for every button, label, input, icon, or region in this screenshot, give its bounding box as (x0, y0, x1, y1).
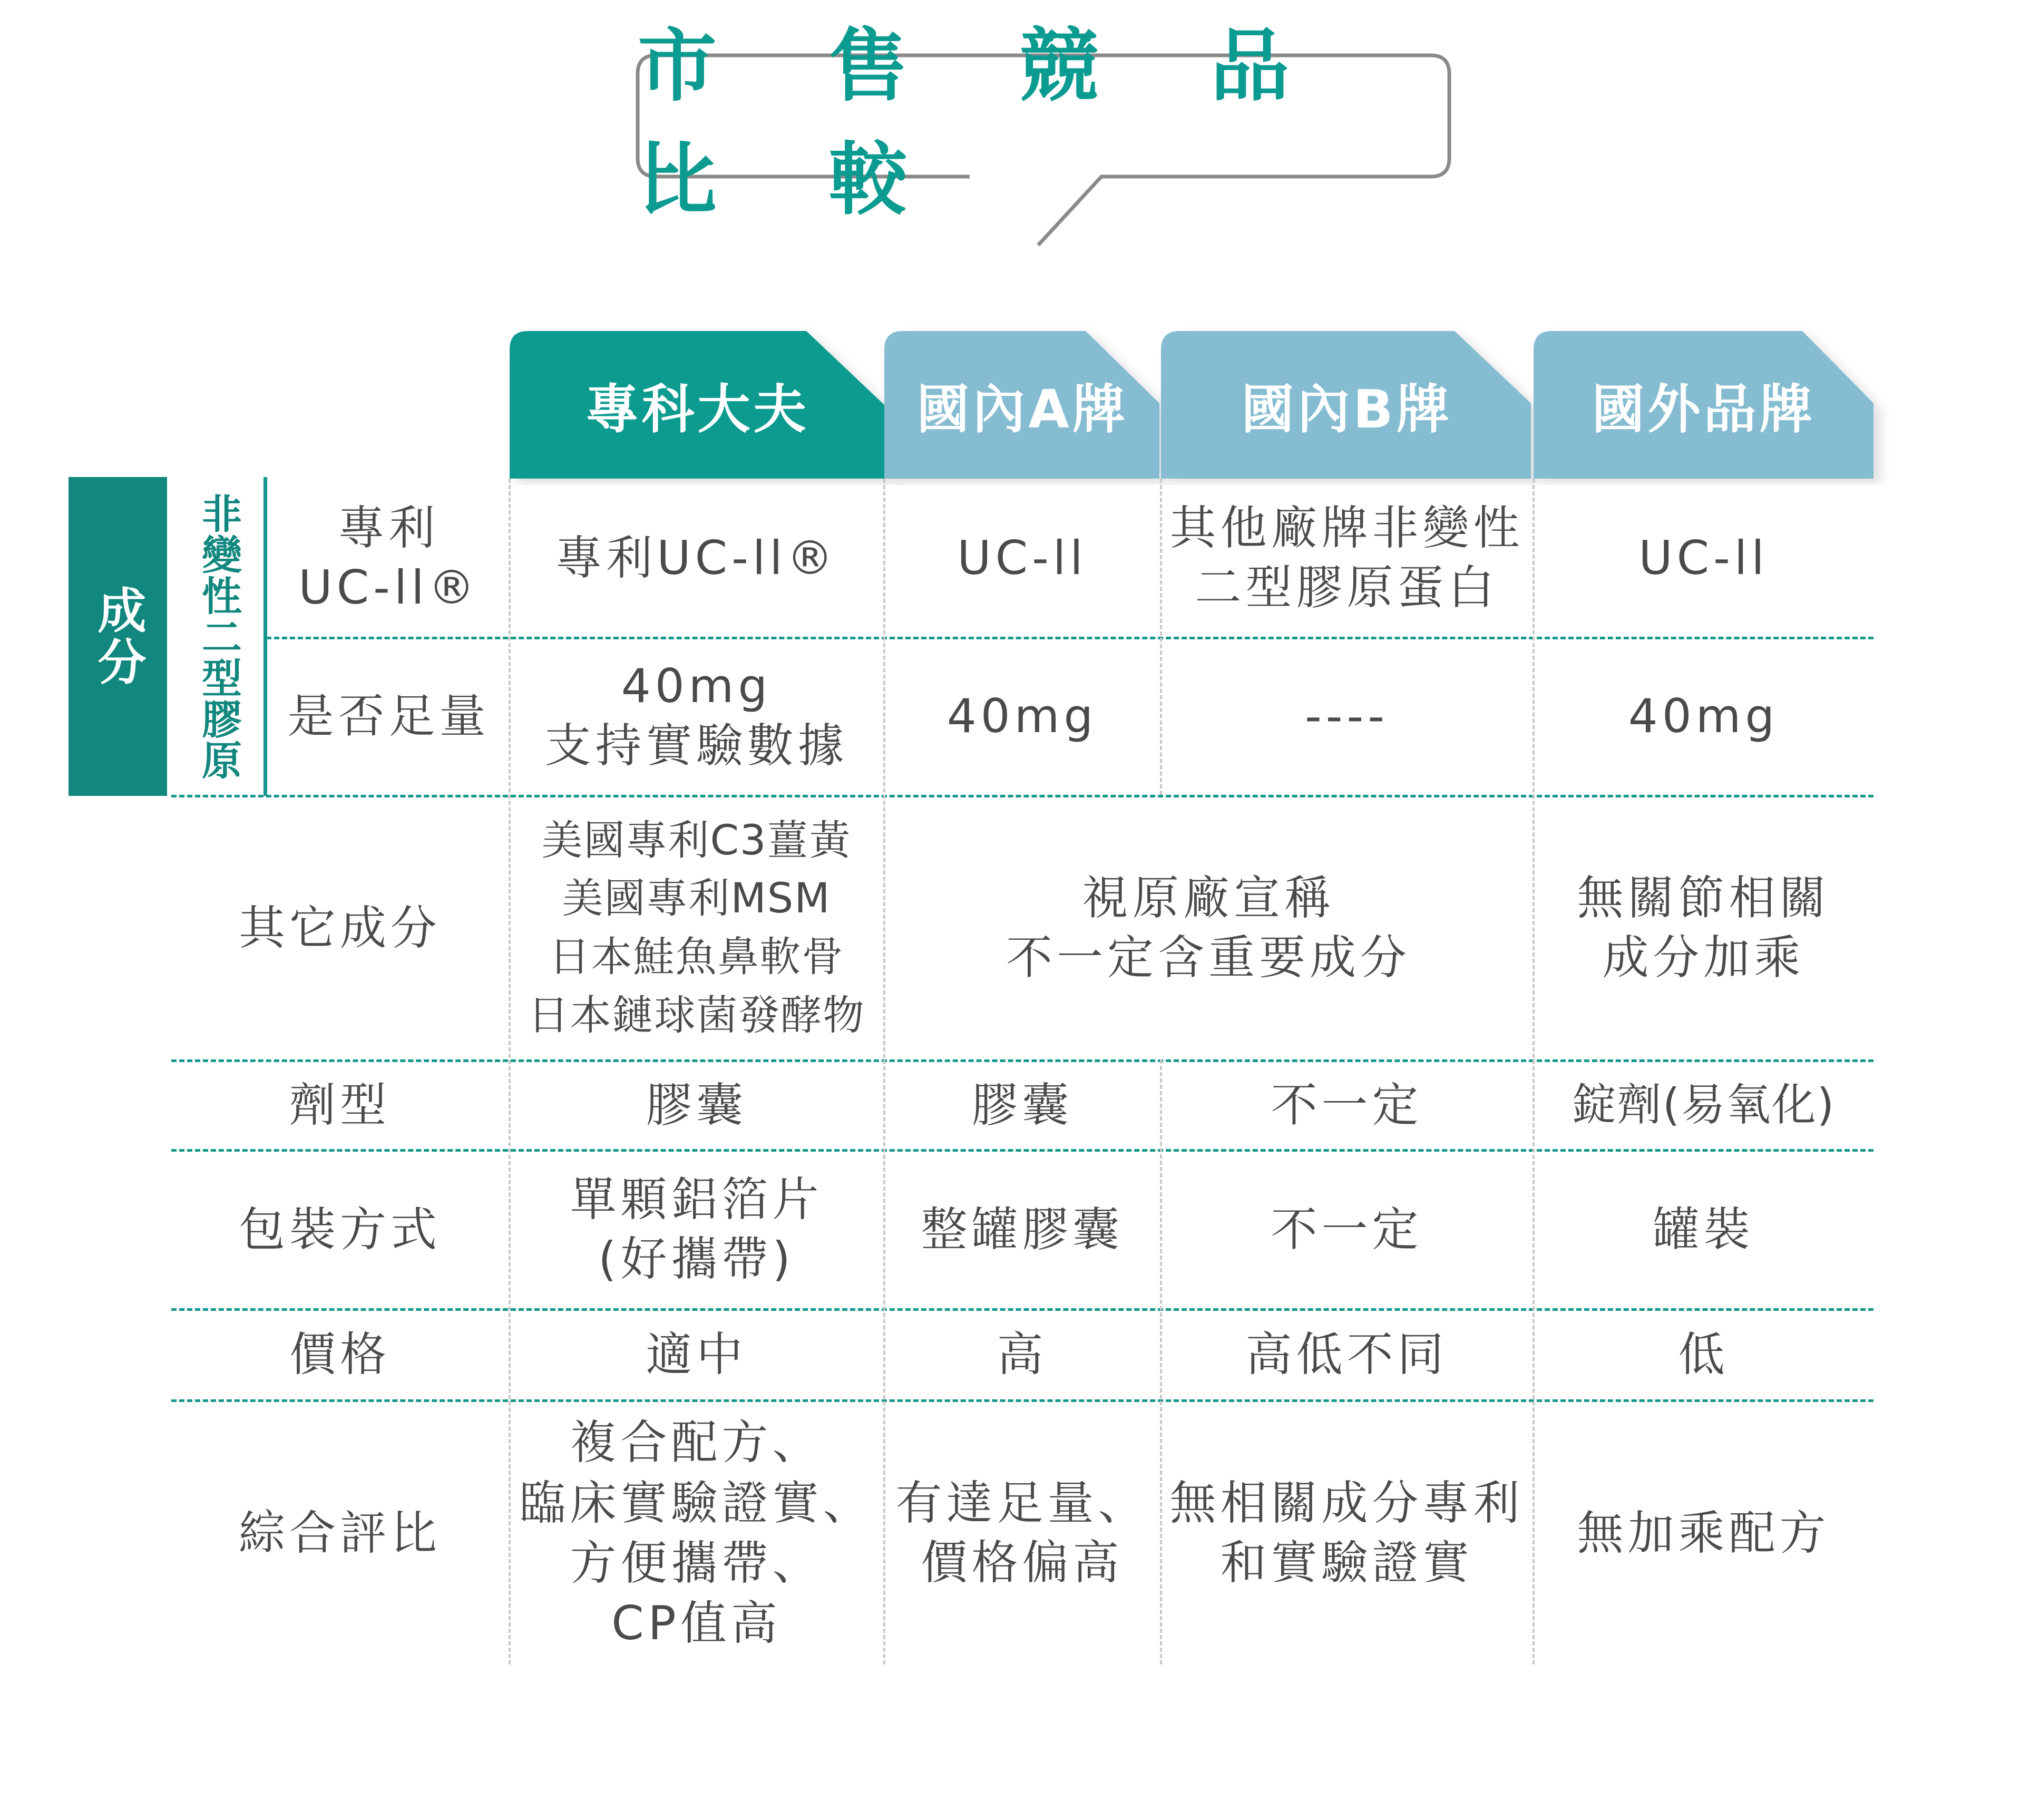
cell-form-b: 不一定 (1271, 1077, 1423, 1132)
cell-other-doctor: 美國專利C3薑黃 美國專利MSM 日本鮭魚鼻軟骨 日本鏈球菌發酵物 (528, 816, 865, 1039)
cell-form-foreign: 錠劑(易氧化) (1572, 1079, 1836, 1131)
cell-patent-doctor: 專利UC-ll® (555, 530, 837, 585)
row-label-package: 包裝方式 (238, 1202, 441, 1257)
row-label-dose: 是否足量 (287, 688, 490, 743)
cell-patent-a: UC-ll (957, 530, 1087, 585)
cell-patent-b: 其他廠牌非變性 二型膠原蛋白 (1169, 501, 1524, 615)
cell-overall-doctor: 複合配方、 臨床實驗證實、 方便攜帶、 CP值高 (519, 1415, 874, 1651)
cell-price-foreign: 低 (1678, 1327, 1729, 1382)
cell-patent-foreign: UC-ll (1638, 530, 1769, 585)
tab-domestic-a: 國內A牌 (916, 378, 1128, 440)
row-label-patent: 專利 UC-ll® (298, 501, 479, 615)
cell-overall-b: 無相關成分專利 和實驗證實 (1169, 1476, 1524, 1590)
cell-dose-b: ---- (1304, 688, 1389, 743)
row-label-overall: 綜合評比 (238, 1505, 441, 1560)
row-label-form: 劑型 (289, 1077, 391, 1132)
tab-domestic-b: 國內B牌 (1241, 378, 1452, 440)
row-label-other: 其它成分 (238, 900, 441, 955)
cell-package-b: 不一定 (1271, 1202, 1423, 1257)
cell-price-b: 高低不同 (1245, 1327, 1448, 1382)
cell-other-ab: 視原廠宣稱 不一定含重要成分 (1006, 871, 1411, 985)
page-title: 市 售 競 品 比 較 (638, 21, 1332, 226)
cell-package-foreign: 罐裝 (1653, 1202, 1754, 1257)
cell-form-doctor: 膠囊 (646, 1077, 747, 1132)
cell-price-doctor: 適中 (646, 1327, 747, 1382)
cell-overall-foreign: 無加乘配方 (1577, 1505, 1830, 1560)
cell-package-doctor: 單顆鋁箔片 (好攜帶) (570, 1172, 823, 1286)
cell-overall-a: 有達足量、 價格偏高 (895, 1476, 1149, 1590)
tab-doctor-brand: 專科大夫 (585, 378, 809, 440)
row-label-price: 價格 (289, 1327, 391, 1382)
side-label-ingredient: 成分 (69, 477, 167, 796)
side-label-collagen: 非變性二型膠原 (195, 492, 242, 781)
cell-package-a: 整罐膠囊 (921, 1202, 1124, 1257)
tab-foreign-brand: 國外品牌 (1592, 378, 1816, 440)
cell-dose-foreign: 40mg (1628, 688, 1779, 743)
cell-dose-a: 40mg (946, 688, 1098, 743)
cell-price-a: 高 (997, 1327, 1048, 1382)
cell-form-a: 膠囊 (971, 1077, 1073, 1132)
cell-dose-doctor: 40mg 支持實驗數據 (544, 659, 848, 773)
cell-other-foreign: 無關節相關 成分加乘 (1577, 871, 1830, 985)
